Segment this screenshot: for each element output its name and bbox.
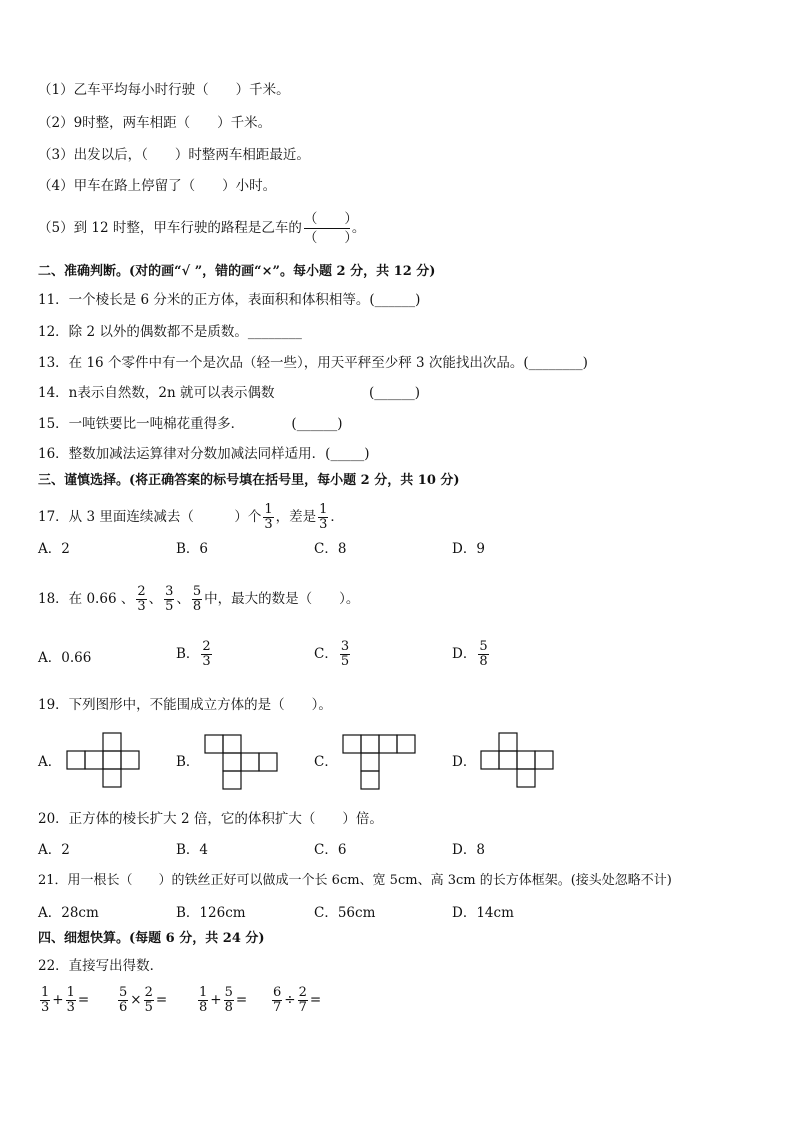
denominator: 8 xyxy=(192,599,202,614)
q18-option-d xyxy=(452,640,491,669)
question-14: 14．n表示自然数，2n 就可以表示偶数 (______) xyxy=(38,385,420,401)
q17-option-d: D．9 xyxy=(452,541,485,557)
denominator: 3 xyxy=(264,517,273,532)
denominator: 5 xyxy=(165,599,174,614)
expression-2 xyxy=(116,986,167,1015)
question-16: 16．整数加减法运算律对分数加减法同样适用．(_____) xyxy=(38,446,370,462)
blank-numerator: （ ） xyxy=(303,211,358,227)
question-3: （3）出发以后，（ ）时整两车相距最近。 xyxy=(38,147,310,163)
equals: = xyxy=(77,992,90,1008)
option-label: B． xyxy=(176,646,200,662)
option-label: D． xyxy=(452,646,477,662)
fraction xyxy=(478,640,488,669)
fraction xyxy=(164,585,174,614)
denominator: 7 xyxy=(298,1000,307,1015)
denominator: 3 xyxy=(41,1000,50,1015)
cube-net-a xyxy=(66,732,142,790)
fraction xyxy=(66,986,76,1015)
expression-4 xyxy=(270,986,321,1015)
numerator: 3 xyxy=(340,639,350,654)
denominator: 8 xyxy=(224,1000,233,1015)
blank-fraction xyxy=(303,210,358,247)
denominator: 3 xyxy=(202,654,211,669)
operator: × xyxy=(130,992,142,1008)
question-4: （4）甲车在路上停留了（ ）小时。 xyxy=(38,178,277,194)
separator: 、 xyxy=(148,591,163,607)
q19-label-d: D． xyxy=(452,754,477,770)
question-15: 15．一吨铁要比一吨棉花重得多． (______) xyxy=(38,416,343,432)
fraction xyxy=(340,640,350,669)
fraction xyxy=(40,986,50,1015)
q21-option-b: B．126cm xyxy=(176,905,246,921)
question-20: 20．正方体的棱长扩大 2 倍，它的体积扩大（ ）倍。 xyxy=(38,811,383,827)
expression-3 xyxy=(196,986,247,1015)
numerator: 1 xyxy=(199,985,208,1000)
q20-option-d: D．8 xyxy=(452,842,485,858)
fraction xyxy=(144,986,154,1015)
fraction xyxy=(298,986,308,1015)
separator: 、 xyxy=(176,591,190,607)
operator: + xyxy=(210,992,222,1008)
question-18 xyxy=(38,585,359,614)
numerator: 5 xyxy=(192,584,202,599)
fraction xyxy=(198,986,208,1015)
fraction xyxy=(318,503,328,532)
denominator: 5 xyxy=(144,1000,153,1015)
question-17-end: ． xyxy=(330,509,344,525)
numerator: 5 xyxy=(479,639,488,654)
q18-option-c xyxy=(314,640,352,669)
denominator: 3 xyxy=(319,517,328,532)
fraction xyxy=(263,503,273,532)
fraction xyxy=(224,986,234,1015)
numerator: 5 xyxy=(224,985,233,1000)
numerator: 2 xyxy=(144,985,153,1000)
question-18-pre: 18．在 0.66 、 xyxy=(38,591,135,607)
q21-option-c: C．56cm xyxy=(314,905,376,921)
numerator: 3 xyxy=(165,584,174,599)
numerator: 6 xyxy=(273,985,282,1000)
equals: = xyxy=(235,992,248,1008)
equals: = xyxy=(309,992,322,1008)
q19-label-c: C． xyxy=(314,754,338,770)
question-18-end: 中，最大的数是（ ）。 xyxy=(204,591,360,607)
fraction xyxy=(118,986,128,1015)
q18-option-a: A．0.66 xyxy=(38,650,92,666)
question-2: （2）9时整，两车相距（ ）千米。 xyxy=(38,115,272,131)
question-5 xyxy=(38,210,365,247)
question-12: 12．除 2 以外的偶数都不是质数。________ xyxy=(38,324,302,340)
denominator: 6 xyxy=(119,1000,128,1015)
denominator: 3 xyxy=(137,599,146,614)
section-2-title: 二、准确判断。(对的画“√ ”，错的画“×”。每小题 2 分，共 12 分) xyxy=(38,264,436,279)
numerator: 2 xyxy=(298,985,307,1000)
section-4-title: 四、细想快算。(每题 6 分，共 24 分) xyxy=(38,931,265,946)
cube-net-b xyxy=(204,734,280,792)
blank-denominator: （ ） xyxy=(303,230,358,246)
section-3-title: 三、谨慎选择。(将正确答案的标号填在括号里，每小题 2 分，共 10 分) xyxy=(38,473,460,488)
fraction xyxy=(136,585,146,614)
numerator: 1 xyxy=(41,985,50,1000)
question-1: （1）乙车平均每小时行驶（ ）千米。 xyxy=(38,82,290,98)
q17-option-b: B．6 xyxy=(176,541,209,557)
cube-net-c xyxy=(342,734,418,792)
question-17-pre: 17．从 3 里面连续减去（ ）个 xyxy=(38,509,262,525)
q19-label-a: A． xyxy=(38,754,62,770)
denominator: 7 xyxy=(273,1000,282,1015)
question-22: 22．直接写出得数． xyxy=(38,958,164,974)
question-5-text: （5）到 12 时整，甲车行驶的路程是乙车的 xyxy=(38,220,302,236)
question-19: 19．下列图形中，不能围成立方体的是（ ）。 xyxy=(38,697,332,713)
operator: ÷ xyxy=(284,992,296,1008)
denominator: 8 xyxy=(479,654,488,669)
cube-net-d xyxy=(480,732,556,790)
question-17 xyxy=(38,503,344,532)
q19-label-b: B． xyxy=(176,754,200,770)
q17-option-c: C．8 xyxy=(314,541,347,557)
numerator: 1 xyxy=(319,502,328,517)
q18-option-b xyxy=(176,640,214,669)
numerator: 1 xyxy=(66,985,75,1000)
numerator: 1 xyxy=(264,502,273,517)
question-5-end: 。 xyxy=(351,220,366,236)
operator: + xyxy=(52,992,64,1008)
q21-option-a: A．28cm xyxy=(38,905,99,921)
denominator: 8 xyxy=(199,1000,208,1015)
fraction xyxy=(192,585,202,614)
expression-1 xyxy=(38,986,89,1015)
numerator: 2 xyxy=(202,639,211,654)
question-17-mid: ，差是 xyxy=(275,509,317,525)
fraction xyxy=(272,986,282,1015)
question-21: 21．用一根长（ ）的铁丝正好可以做成一个长 6cm、宽 5cm、高 3cm 的长方体框架。(接头处忽略不计) xyxy=(38,873,672,888)
numerator: 5 xyxy=(119,985,128,1000)
q17-option-a: A．2 xyxy=(38,541,70,557)
option-label: C． xyxy=(314,646,338,662)
denominator: 5 xyxy=(340,654,350,669)
q20-option-c: C．6 xyxy=(314,842,347,858)
question-11: 11．一个棱长是 6 分米的正方体，表面积和体积相等。(______) xyxy=(38,292,421,308)
numerator: 2 xyxy=(137,584,146,599)
question-13: 13．在 16 个零件中有一个是次品（轻一些），用天平秤至少秤 3 次能找出次品。(________) xyxy=(38,355,588,371)
denominator: 3 xyxy=(66,1000,75,1015)
q21-option-d: D．14cm xyxy=(452,905,514,921)
equals: = xyxy=(155,992,168,1008)
q20-option-a: A．2 xyxy=(38,842,70,858)
q20-option-b: B．4 xyxy=(176,842,209,858)
fraction xyxy=(201,640,211,669)
